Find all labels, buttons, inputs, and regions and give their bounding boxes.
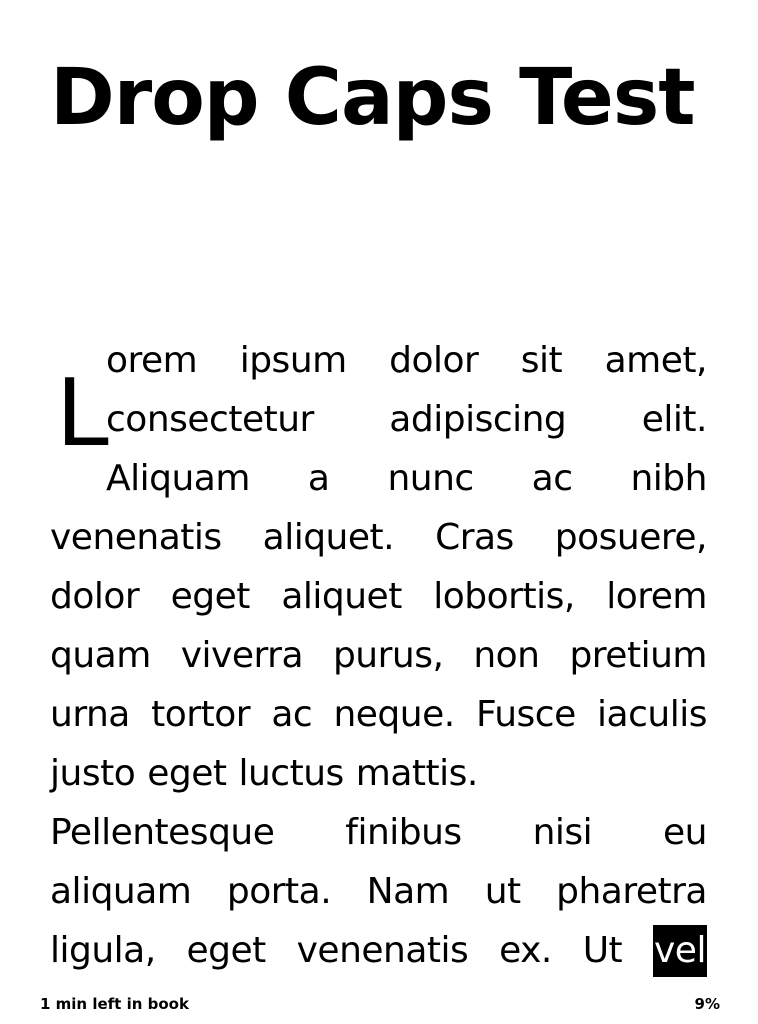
text-line	[50, 862, 707, 921]
text-line	[50, 921, 707, 980]
text-line	[106, 449, 707, 508]
text-word[interactable]: ex.	[499, 930, 552, 971]
text-word[interactable]: dolor	[389, 340, 479, 381]
text-word[interactable]: Aliquam	[106, 458, 250, 499]
drop-cap: L	[57, 356, 112, 466]
highlighted-word[interactable]: vel	[653, 925, 707, 977]
text-line	[50, 508, 707, 567]
text-word[interactable]: posuere,	[554, 517, 707, 558]
text-word[interactable]: eget	[170, 576, 250, 617]
text-word[interactable]: urna	[50, 694, 130, 735]
text-word[interactable]: neque.	[333, 694, 455, 735]
text-word[interactable]: nunc	[387, 458, 474, 499]
text-word[interactable]: pharetra	[556, 871, 707, 912]
text-word[interactable]: mattis.	[355, 753, 478, 794]
text-line	[50, 626, 707, 685]
text-word[interactable]: nibh	[630, 458, 707, 499]
text-word[interactable]: porta.	[226, 871, 332, 912]
text-line	[50, 685, 707, 744]
page-title: Drop Caps Test	[50, 53, 695, 143]
text-word[interactable]: orem	[106, 340, 198, 381]
text-word[interactable]: adipiscing	[389, 399, 567, 440]
text-word[interactable]: justo	[50, 753, 136, 794]
text-word[interactable]: ipsum	[239, 340, 347, 381]
text-word[interactable]: consectetur	[106, 399, 314, 440]
text-word[interactable]: eu	[663, 812, 707, 853]
text-word[interactable]: a	[307, 458, 330, 499]
text-word[interactable]: iaculis	[597, 694, 707, 735]
text-word[interactable]: Cras	[435, 517, 514, 558]
text-word[interactable]: aliquam	[50, 871, 192, 912]
time-left-indicator: 1 min left in book	[40, 995, 189, 1013]
text-word[interactable]: elit.	[641, 399, 707, 440]
text-line	[50, 744, 707, 803]
text-word[interactable]: venenatis	[50, 517, 222, 558]
text-word[interactable]: tortor	[151, 694, 251, 735]
text-word[interactable]: Fusce	[475, 694, 576, 735]
text-word[interactable]: pretium	[569, 635, 707, 676]
text-word[interactable]: dolor	[50, 576, 140, 617]
text-word[interactable]: quam	[50, 635, 151, 676]
text-word[interactable]: sit	[520, 340, 563, 381]
text-line	[106, 390, 707, 449]
text-word[interactable]: ac	[531, 458, 573, 499]
text-line	[50, 567, 707, 626]
text-word[interactable]: luctus	[238, 753, 344, 794]
text-word[interactable]: ligula,	[50, 930, 156, 971]
text-word[interactable]: aliquet.	[262, 517, 395, 558]
text-word[interactable]: nisi	[532, 812, 593, 853]
text-word[interactable]: finibus	[345, 812, 462, 853]
text-word[interactable]: eget	[186, 930, 266, 971]
text-word[interactable]: ac	[271, 694, 313, 735]
text-word[interactable]: Ut	[582, 930, 623, 971]
text-word[interactable]: Pellentesque	[50, 812, 275, 853]
text-word[interactable]: amet,	[604, 340, 707, 381]
text-word[interactable]: lobortis,	[433, 576, 575, 617]
text-word[interactable]: purus,	[332, 635, 444, 676]
text-word[interactable]: aliquet	[281, 576, 402, 617]
text-line	[50, 803, 707, 862]
progress-percent: 9%	[694, 995, 720, 1013]
text-word[interactable]: ut	[484, 871, 521, 912]
text-word[interactable]: eget	[147, 753, 227, 794]
text-line	[106, 331, 707, 390]
text-word[interactable]: non	[473, 635, 540, 676]
text-word[interactable]: Nam	[366, 871, 450, 912]
text-word[interactable]: viverra	[180, 635, 304, 676]
text-word[interactable]: venenatis	[296, 930, 469, 971]
text-word[interactable]: lorem	[606, 576, 707, 617]
